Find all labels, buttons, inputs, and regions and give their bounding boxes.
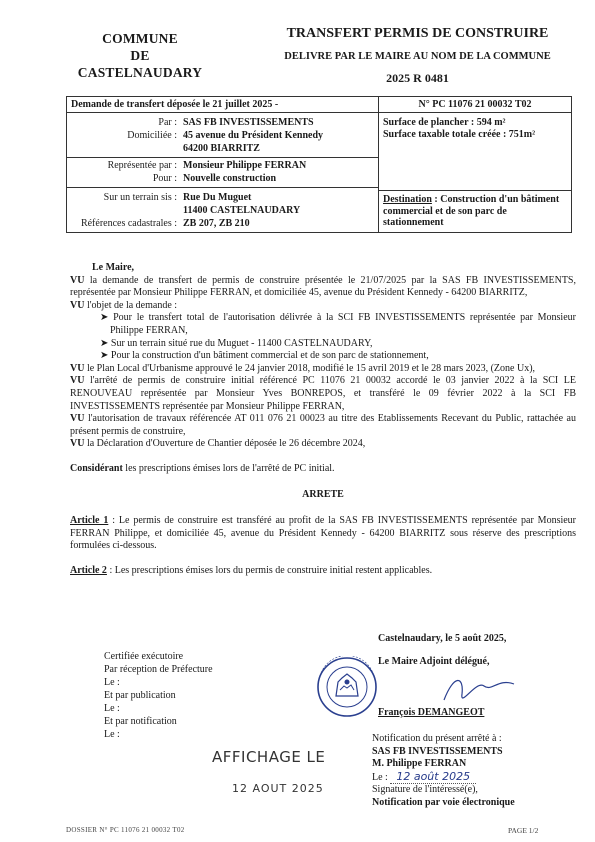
permit-info-table — [66, 96, 572, 233]
signatory-role: Le Maire Adjoint délégué, — [378, 656, 490, 667]
certif-line-5: Le : — [104, 703, 120, 714]
affichage-stamp: AFFICHAGE LE — [212, 748, 326, 766]
pour-value: Nouvelle construction — [183, 173, 277, 184]
domicile-line-2: 64200 BIARRITZ — [183, 143, 260, 154]
considerant-prefix: Considérant — [70, 462, 123, 474]
vu-plu — [70, 363, 576, 376]
affichage-date: 12 AOUT 2025 — [232, 782, 324, 795]
notif-line-1: Notification du présent arrêté à : — [372, 733, 502, 744]
official-seal-icon — [316, 656, 378, 718]
certif-line-6: Et par notification — [104, 716, 177, 727]
document-title-block — [240, 26, 595, 86]
notif-representative: M. Philippe FERRAN — [372, 758, 467, 770]
commune-line-1: COMMUNE — [102, 31, 178, 46]
surface-taxable: Surface taxable totale créée : 751m² — [383, 129, 536, 140]
vu-autorisation-travaux — [70, 413, 576, 438]
signatory-name: François DEMANGEOT — [378, 707, 485, 718]
refs-value: ZB 207, ZB 210 — [183, 218, 250, 229]
handwritten-signature-icon — [440, 664, 520, 714]
certif-line-3: Le : — [104, 677, 120, 688]
commune-line-3: CASTELNAUDARY — [77, 65, 203, 80]
certif-line-2: Par réception de Préfecture — [104, 664, 213, 675]
par-value: SAS FB INVESTISSEMENTS — [183, 117, 314, 128]
representative-section — [67, 158, 378, 188]
terrain-line-2: 11400 CASTELNAUDARY — [183, 205, 301, 216]
vu-arrete-initial-text: l'arrêté de permis de construire initial référencé PC 11076 21 00032 accordé le 03 janvier 2022 à la SCI LE RENOUVEAU représentée par Monsieur Yves BONREPOS, et transféré le 09 février 2022 à la SCI FB INVESTISSEMENTS représentée par Monsieur Philippe FERRAN, — [70, 375, 576, 412]
destination-label: Destination — [383, 194, 432, 205]
demande-text: Demande de transfert déposée le 21 juillet 2025 - — [71, 99, 279, 110]
certif-line-4: Et par publication — [104, 690, 176, 701]
commune-line-2: DE — [130, 48, 150, 63]
bullet-construction-text: Pour la construction d'un bâtiment commercial et de son parc de stationnement, — [110, 350, 429, 362]
vu-plu-text: le Plan Local d'Urbanisme approuvé le 24 janvier 2018, modifié le 15 avril 2019 et le 28 mars 2023, (Zone Ux), — [84, 362, 536, 374]
document-subtitle: DELIVRE PAR LE MAIRE AU NOM DE LA COMMUNE — [284, 51, 551, 62]
notif-signature-label: Signature de l'intéressé(e), — [372, 784, 478, 796]
applicant-cell — [67, 113, 379, 233]
bullet-construction: ➤ Pour la construction d'un bâtiment commercial et de son parc de stationnement, — [100, 350, 429, 362]
represente-label: Représentée par : — [107, 160, 177, 171]
certif-line-1: Certifiée exécutoire — [104, 651, 184, 662]
domicile-line-1: 45 avenue du Président Kennedy — [183, 130, 324, 141]
vu-autorisation-travaux-text: l'autorisation de travaux référencée AT 011 076 21 00023 au titre des Etablissements Recevant du Public, rattachée au présent permis de construire, — [70, 413, 576, 437]
document-number: 2025 R 0481 — [386, 71, 449, 85]
notif-date-label: Le : — [372, 771, 388, 783]
permit-number-cell — [379, 97, 572, 113]
notif-recipient: SAS FB INVESTISSEMENTS — [372, 745, 503, 757]
document-title: TRANSFERT PERMIS DE CONSTRUIRE — [286, 26, 549, 41]
vu-prefix: VU — [70, 413, 85, 425]
destination-section — [379, 191, 571, 232]
commune-header — [60, 30, 220, 81]
notif-date-line — [372, 771, 515, 785]
destination-value: : Construction d'un bâtiment commercial et de son parc de stationnement — [383, 194, 560, 228]
footer-page: PAGE 1/2 — [508, 826, 539, 835]
article-2 — [70, 565, 576, 578]
surface-plancher: Surface de plancher : 594 m² — [383, 117, 506, 128]
vu-demande — [70, 275, 576, 300]
notification-block — [372, 733, 515, 810]
arrete-heading: ARRETE — [302, 488, 344, 500]
article-1 — [70, 515, 576, 553]
vu-prefix: VU — [70, 438, 85, 450]
vu-prefix: VU — [70, 274, 85, 286]
vu-prefix: VU — [70, 299, 85, 311]
vu-demande-text: la demande de transfert de permis de construire présentée le 21/07/2025 par la SAS FB INVESTISSEMENTS, représentée par Monsieur Philippe FERRAN, et domiciliée 45, avenue du Président Kennedy - 64200 BIARRITZ, — [70, 274, 576, 299]
notif-method: Notification par voie électronique — [372, 796, 515, 808]
terrain-line-1: Rue Du Muguet — [183, 192, 252, 203]
place-date: Castelnaudary, le 5 août 2025, — [378, 633, 507, 644]
considerant-text: les prescriptions émises lors de l'arrêté de PC initial. — [122, 462, 335, 474]
considerant — [70, 463, 576, 476]
demande-cell — [67, 97, 379, 113]
vu-arrete-initial — [70, 375, 576, 413]
vu-doc — [70, 438, 576, 451]
vu-prefix: VU — [70, 375, 85, 387]
bullet-terrain-text: Sur un terrain situé rue du Muguet - 11400 CASTELNAUDARY, — [110, 337, 373, 349]
permit-number: N° PC 11076 21 00032 T02 — [418, 99, 532, 110]
bullet-transfert-text: Pour le transfert total de l'autorisation délivrée à la SCI FB INVESTISSEMENTS représentée par Monsieur Philippe FERRAN, — [110, 312, 576, 336]
article-1-text: : Le permis de construire est transféré au profit de la SAS FB INVESTISSEMENTS représentée par Monsieur FERRAN Philippe, et domiciliée 45, avenue du Président Kennedy - 64200 BIARRITZ sous réserve des prescriptions formulées ci-dessous. — [70, 515, 577, 552]
notif-date-handwritten: 12 août 2025 — [390, 770, 476, 784]
domicile-label: Domiciliée : — [127, 130, 177, 141]
applicant-section — [67, 113, 378, 158]
represente-value: Monsieur Philippe FERRAN — [183, 160, 307, 171]
refs-label: Références cadastrales : — [80, 218, 177, 229]
par-label: Par : — [158, 117, 177, 128]
article-2-text: : Les prescriptions émises lors du permis de construire initial restent applicables. — [106, 564, 433, 576]
le-maire: Le Maire, — [92, 262, 135, 273]
certification-block — [104, 650, 213, 741]
vu-objet — [70, 300, 576, 313]
bullet-transfert: ➤ Pour le transfert total de l'autorisation délivrée à la SCI FB INVESTISSEMENTS représentée par Monsieur Philippe FERRAN, — [100, 312, 576, 336]
surface-destination-cell — [379, 113, 572, 233]
vu-prefix: VU — [70, 362, 85, 374]
bullet-terrain: ➤ Sur un terrain situé rue du Muguet - 11400 CASTELNAUDARY, — [100, 337, 373, 349]
terrain-label: Sur un terrain sis : — [103, 192, 177, 203]
surface-section — [379, 113, 571, 191]
terrain-section — [67, 188, 378, 232]
vu-objet-text: l'objet de la demande : — [84, 299, 178, 311]
certif-line-7: Le : — [104, 729, 120, 740]
article-2-label: Article 2 — [70, 564, 107, 576]
vu-doc-text: la Déclaration d'Ouverture de Chantier déposée le 26 décembre 2024, — [84, 438, 366, 450]
footer-dossier: DOSSIER N° PC 11076 21 00032 T02 — [66, 826, 185, 834]
article-1-label: Article 1 — [70, 515, 109, 527]
pour-label: Pour : — [152, 173, 177, 184]
decree-body — [70, 262, 576, 577]
